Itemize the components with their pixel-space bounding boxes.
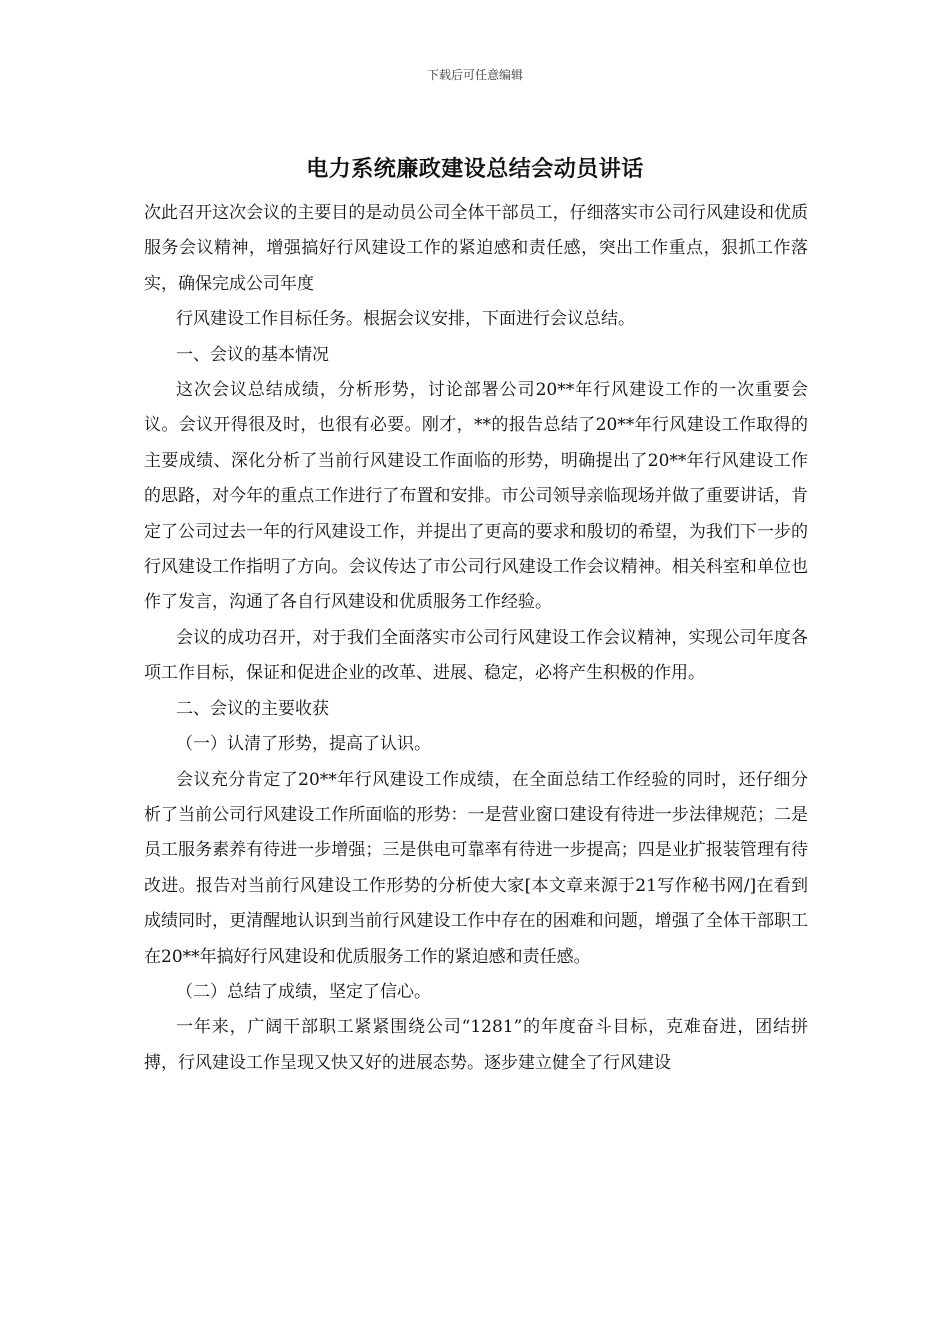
paragraph: 会议充分肯定了20**年行风建设工作成绩，在全面总结工作经验的同时，还仔细分析了当前公司行风建设工作所面临的形势：一是营业窗口建设有待进一步法律规范；二是员工服务素养有待进一步增强；三是供电可靠率有待进一步提高；四是业扩报装管理有待改进。报告对当前行风建设工作形势的分析使大家[本文章来源于21写作秘书网/]在看到成绩同时，更清醒地认识到当前行风建设工作中存在的困难和问题，增强了全体干部职工在20**年搞好行风建设和优质服务工作的紧迫感和责任感。 <box>144 769 808 967</box>
subsection-heading: （一）认清了形势，提高了认识。 <box>176 734 431 755</box>
section-heading: 一、会议的基本情况 <box>176 344 329 365</box>
paragraph: 次此召开这次会议的主要目的是动员公司全体干部员工，仔细落实市公司行风建设和优质服务会议精神，增强搞好行风建设工作的紧迫感和责任感，突出工作重点，狠抓工作落实，确保完成公司年度 <box>144 203 808 294</box>
section-heading: 二、会议的主要收获 <box>176 698 329 719</box>
paragraph: 会议的成功召开，对于我们全面落实市公司行风建设工作会议精神，实现公司年度各项工作目标，保证和促进企业的改革、进展、稳定，必将产生积极的作用。 <box>144 627 808 684</box>
header-note: 下载后可任意编辑 <box>426 68 523 82</box>
document-body <box>144 196 808 1081</box>
paragraph: 行风建设工作目标任务。根据会议安排，下面进行会议总结。 <box>176 309 635 330</box>
paragraph: 一年来，广阔干部职工紧紧围绕公司“1281”的年度奋斗目标，克难奋进，团结拼搏，行风建设工作呈现又快又好的进展态势。逐步建立健全了行风建设 <box>144 1017 808 1073</box>
subsection-heading: （二）总结了成绩，坚定了信心。 <box>176 981 431 1002</box>
document-title: 电力系统廉政建设总结会动员讲话 <box>306 157 644 182</box>
paragraph: 这次会议总结成绩，分析形势，讨论部署公司20**年行风建设工作的一次重要会议。会议开得很及时，也很有必要。刚才，**的报告总结了20**年行风建设工作取得的主要成绩、深化分析了当前行风建设工作面临的形势，明确提出了20**年行风建设工作的思路，对今年的重点工作进行了布置和安排。市公司领导亲临现场并做了重要讲话，肯定了公司过去一年的行风建设工作，并提出了更高的要求和殷切的希望，为我们下一步的行风建设工作指明了方向。会议传达了市公司行风建设工作会议精神。相关科室和单位也作了发言，沟通了各自行风建设和优质服务工作经验。 <box>144 380 808 613</box>
